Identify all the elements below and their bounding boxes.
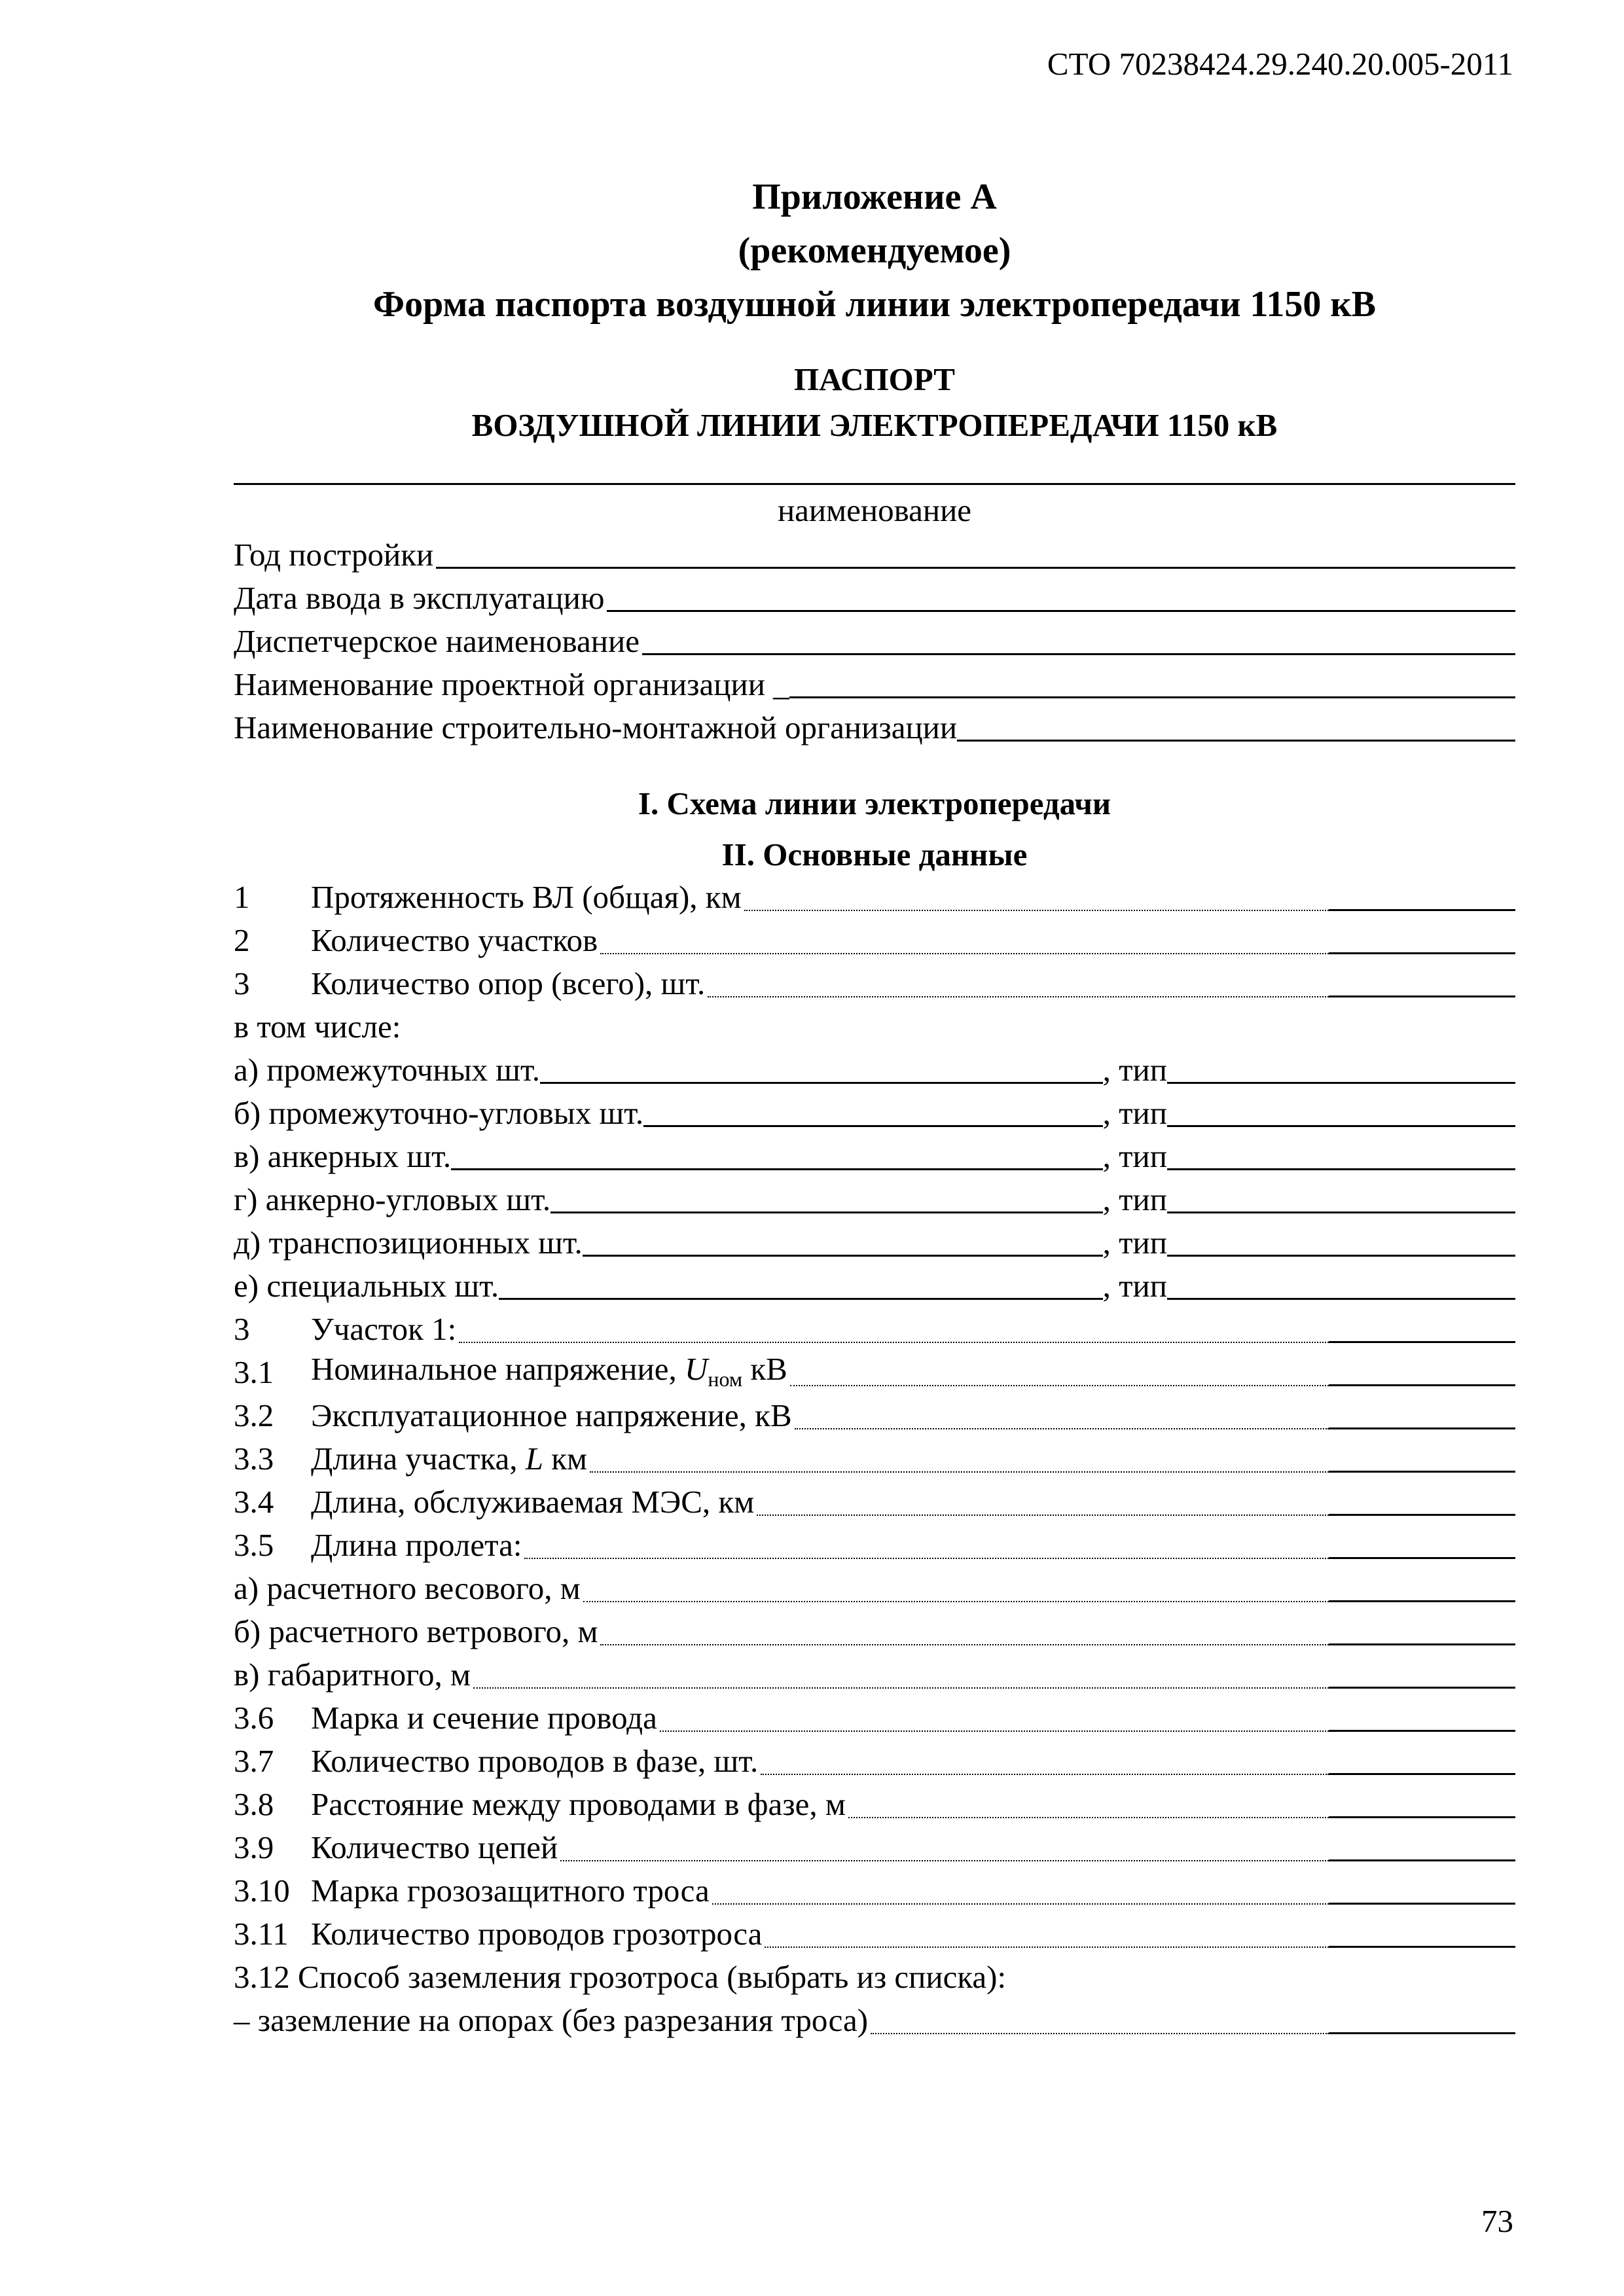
item-label: Количество участков — [311, 922, 598, 958]
leader-dots — [757, 1515, 1329, 1516]
item-nominal-voltage[interactable] — [234, 1351, 1515, 1394]
item-label: Длина пролета: — [311, 1527, 522, 1563]
item-segment-count[interactable] — [234, 919, 1515, 962]
document-code: СТО 70238424.29.240.20.005-2011 — [1047, 46, 1513, 82]
leader-dots — [765, 1946, 1329, 1948]
passport-subtitle: ВОЗДУШНОЙ ЛИНИИ ЭЛЕКТРОПЕРЕДАЧИ 1150 кВ — [471, 407, 1278, 443]
section-1-heading: I. Схема линии электропередачи — [638, 785, 1111, 821]
leader-dots — [744, 910, 1329, 911]
field-label: Наименование проектной организации _ — [234, 666, 789, 702]
support-type-row[interactable] — [234, 1092, 1515, 1135]
item-label: Количество цепей — [311, 1829, 558, 1865]
item-label: Количество проводов в фазе, шт. — [311, 1743, 759, 1779]
item-circuit-count[interactable] — [234, 1826, 1515, 1869]
item-support-count[interactable] — [234, 962, 1515, 1005]
type-line[interactable] — [1167, 1125, 1515, 1127]
construction-year-field[interactable] — [234, 533, 1515, 577]
item-wire-grade[interactable] — [234, 1696, 1515, 1740]
item-operating-voltage[interactable] — [234, 1394, 1515, 1437]
count-line[interactable] — [451, 1168, 1103, 1170]
value-line[interactable] — [1329, 952, 1515, 954]
item-number: 3.11 — [234, 1916, 289, 1952]
item-label: Расстояние между проводами в фазе, м — [311, 1786, 846, 1822]
item-number: 3.7 — [234, 1743, 274, 1779]
value-line[interactable] — [1329, 1600, 1515, 1602]
item-total-length[interactable] — [234, 876, 1515, 919]
span-item[interactable] — [234, 1567, 1515, 1610]
item-label: Количество опор (всего), шт. — [311, 965, 706, 1001]
dispatch-name-field[interactable] — [234, 620, 1515, 663]
item-span-length[interactable] — [234, 1524, 1515, 1567]
count-line[interactable] — [643, 1125, 1102, 1127]
value-line[interactable] — [1329, 1427, 1515, 1429]
item-label: Протяженность ВЛ (общая), км — [311, 879, 742, 915]
fill-line[interactable] — [607, 610, 1515, 612]
construction-organization-field[interactable] — [234, 706, 1515, 749]
item-number: 3.10 — [234, 1873, 290, 1909]
support-type-row[interactable] — [234, 1178, 1515, 1221]
support-label: в) анкерных шт. — [234, 1138, 452, 1174]
item-number: 3.1 — [234, 1354, 274, 1390]
leader-dots — [473, 1687, 1329, 1689]
passport-heading — [234, 357, 1515, 448]
field-label: Дата ввода в эксплуатацию — [234, 580, 605, 616]
support-type-row[interactable] — [234, 1049, 1515, 1092]
support-type-row[interactable] — [234, 1135, 1515, 1178]
support-label: б) промежуточно-угловых шт. — [234, 1095, 644, 1131]
fill-line[interactable] — [789, 696, 1515, 698]
commissioning-date-field[interactable] — [234, 577, 1515, 620]
leader-dots — [712, 1903, 1329, 1905]
unit-text: кВ — [742, 1351, 787, 1387]
value-line[interactable] — [1329, 2032, 1515, 2034]
unit-text: км — [543, 1441, 588, 1477]
item-label: в) габаритного, м — [234, 1657, 471, 1693]
voltage-subscript: ном — [708, 1367, 743, 1391]
item-number: 2 — [234, 922, 250, 958]
leader-dots — [761, 1774, 1329, 1775]
item-label: Эксплуатационное напряжение, кВ — [311, 1397, 792, 1433]
value-line[interactable] — [1329, 996, 1515, 997]
appendix-label: Приложение А — [752, 177, 997, 217]
design-organization-field[interactable] — [234, 663, 1515, 706]
type-label: , тип — [1102, 1095, 1167, 1131]
count-line[interactable] — [499, 1298, 1103, 1300]
leader-dots — [583, 1601, 1329, 1602]
value-line[interactable] — [1329, 1557, 1515, 1559]
item-number: 3 — [234, 965, 250, 1001]
appendix-status: (рекомендуемое) — [738, 230, 1011, 271]
type-label: , тип — [1102, 1268, 1167, 1304]
item-number: 1 — [234, 879, 250, 915]
leader-dots — [795, 1428, 1329, 1429]
value-line[interactable] — [1329, 1773, 1515, 1775]
item-groundwire-count[interactable] — [234, 1912, 1515, 1956]
leader-dots — [600, 1644, 1329, 1645]
value-line[interactable] — [1329, 1859, 1515, 1861]
support-type-row[interactable] — [234, 1265, 1515, 1308]
leader-dots — [459, 1342, 1329, 1343]
leader-dots — [871, 2033, 1329, 2034]
length-symbol: L — [525, 1441, 543, 1477]
item-segment-1[interactable] — [234, 1308, 1515, 1351]
span-item[interactable] — [234, 1610, 1515, 1653]
item-number: 3 — [234, 1311, 250, 1347]
field-label: Год постройки — [234, 537, 434, 573]
value-line[interactable] — [1329, 1471, 1515, 1473]
voltage-symbol: U — [684, 1351, 708, 1387]
name-caption: наименование — [777, 492, 972, 528]
including-label-row — [234, 1005, 1515, 1049]
appendix-heading — [234, 170, 1515, 331]
value-line[interactable] — [1329, 1384, 1515, 1386]
leader-dots — [600, 953, 1329, 954]
item-wires-per-phase[interactable] — [234, 1740, 1515, 1783]
item-label: Длина, обслуживаемая МЭС, км — [311, 1484, 755, 1520]
leader-dots — [524, 1558, 1329, 1559]
type-label: , тип — [1102, 1052, 1167, 1088]
item-number: 3.6 — [234, 1700, 274, 1736]
item-number: 3.5 — [234, 1527, 274, 1563]
item-number: 3.2 — [234, 1397, 274, 1433]
grounding-option[interactable] — [234, 1999, 1515, 2042]
leader-dots — [848, 1817, 1329, 1818]
value-line[interactable] — [1329, 1687, 1515, 1689]
item-label — [311, 1437, 587, 1480]
item-label: Участок 1: — [311, 1311, 457, 1347]
type-line[interactable] — [1167, 1168, 1515, 1170]
support-type-row[interactable] — [234, 1221, 1515, 1265]
section-2-heading: II. Основные данные — [721, 836, 1028, 872]
item-label: Количество проводов грозотроса — [311, 1916, 763, 1952]
item-label: 3.12 Способ заземления грозотроса (выбрать из списка): — [234, 1959, 1007, 1995]
value-line[interactable] — [1329, 1946, 1515, 1948]
value-line[interactable] — [1329, 1514, 1515, 1516]
type-line[interactable] — [1167, 1255, 1515, 1257]
leader-dots — [590, 1471, 1329, 1473]
item-label: б) расчетного ветрового, м — [234, 1613, 598, 1649]
fill-line[interactable] — [436, 567, 1515, 569]
value-line[interactable] — [1329, 1341, 1515, 1343]
count-line[interactable] — [550, 1211, 1103, 1213]
leader-dots — [660, 1731, 1329, 1732]
line-name-field[interactable] — [234, 483, 1515, 485]
passport-title: ПАСПОРТ — [794, 361, 955, 397]
count-line[interactable] — [583, 1255, 1103, 1257]
value-line[interactable] — [1329, 1816, 1515, 1818]
span-item[interactable] — [234, 1653, 1515, 1696]
type-label: , тип — [1102, 1181, 1167, 1217]
support-label: е) специальных шт. — [234, 1268, 499, 1304]
value-line[interactable] — [1329, 909, 1515, 911]
item-number: 3.4 — [234, 1484, 274, 1520]
type-line[interactable] — [1167, 1082, 1515, 1084]
item-number: 3.8 — [234, 1786, 274, 1822]
item-number: 3.9 — [234, 1829, 274, 1865]
appendix-title: Форма паспорта воздушной линии электропередачи 1150 кВ — [372, 284, 1376, 325]
item-label — [311, 1348, 787, 1394]
page-number: 73 — [1481, 2203, 1513, 2239]
leader-dots — [560, 1860, 1329, 1861]
label-text: Длина участка, — [311, 1441, 518, 1477]
including-label: в том числе: — [234, 1009, 401, 1045]
item-label: а) расчетного весового, м — [234, 1570, 581, 1606]
value-line[interactable] — [1329, 1730, 1515, 1732]
item-serviced-length[interactable] — [234, 1480, 1515, 1524]
label-text: Номинальное напряжение, — [311, 1351, 677, 1387]
item-label: Марка и сечение провода — [311, 1700, 657, 1736]
count-line[interactable] — [540, 1082, 1103, 1084]
fill-line[interactable] — [957, 740, 1515, 742]
field-label: Диспетчерское наименование — [234, 623, 640, 659]
option-label: – заземление на опорах (без разрезания троса) — [234, 2002, 869, 2038]
type-line[interactable] — [1167, 1298, 1515, 1300]
type-line[interactable] — [1167, 1211, 1515, 1213]
item-wire-spacing[interactable] — [234, 1783, 1515, 1826]
support-label: а) промежуточных шт. — [234, 1052, 540, 1088]
fill-line[interactable] — [642, 653, 1515, 655]
field-label: Наименование строительно-монтажной организации — [234, 709, 958, 745]
item-number: 3.3 — [234, 1441, 274, 1477]
item-groundwire-grade[interactable] — [234, 1869, 1515, 1912]
leader-dots — [708, 996, 1329, 997]
type-label: , тип — [1102, 1138, 1167, 1174]
leader-dots — [790, 1385, 1329, 1386]
item-grounding-method — [234, 1956, 1515, 1999]
item-segment-length[interactable] — [234, 1437, 1515, 1480]
support-label: г) анкерно-угловых шт. — [234, 1181, 551, 1217]
value-line[interactable] — [1329, 1903, 1515, 1905]
item-label: Марка грозозащитного троса — [311, 1873, 710, 1909]
value-line[interactable] — [1329, 1643, 1515, 1645]
support-label: д) транспозиционных шт. — [234, 1225, 583, 1261]
type-label: , тип — [1102, 1225, 1167, 1261]
